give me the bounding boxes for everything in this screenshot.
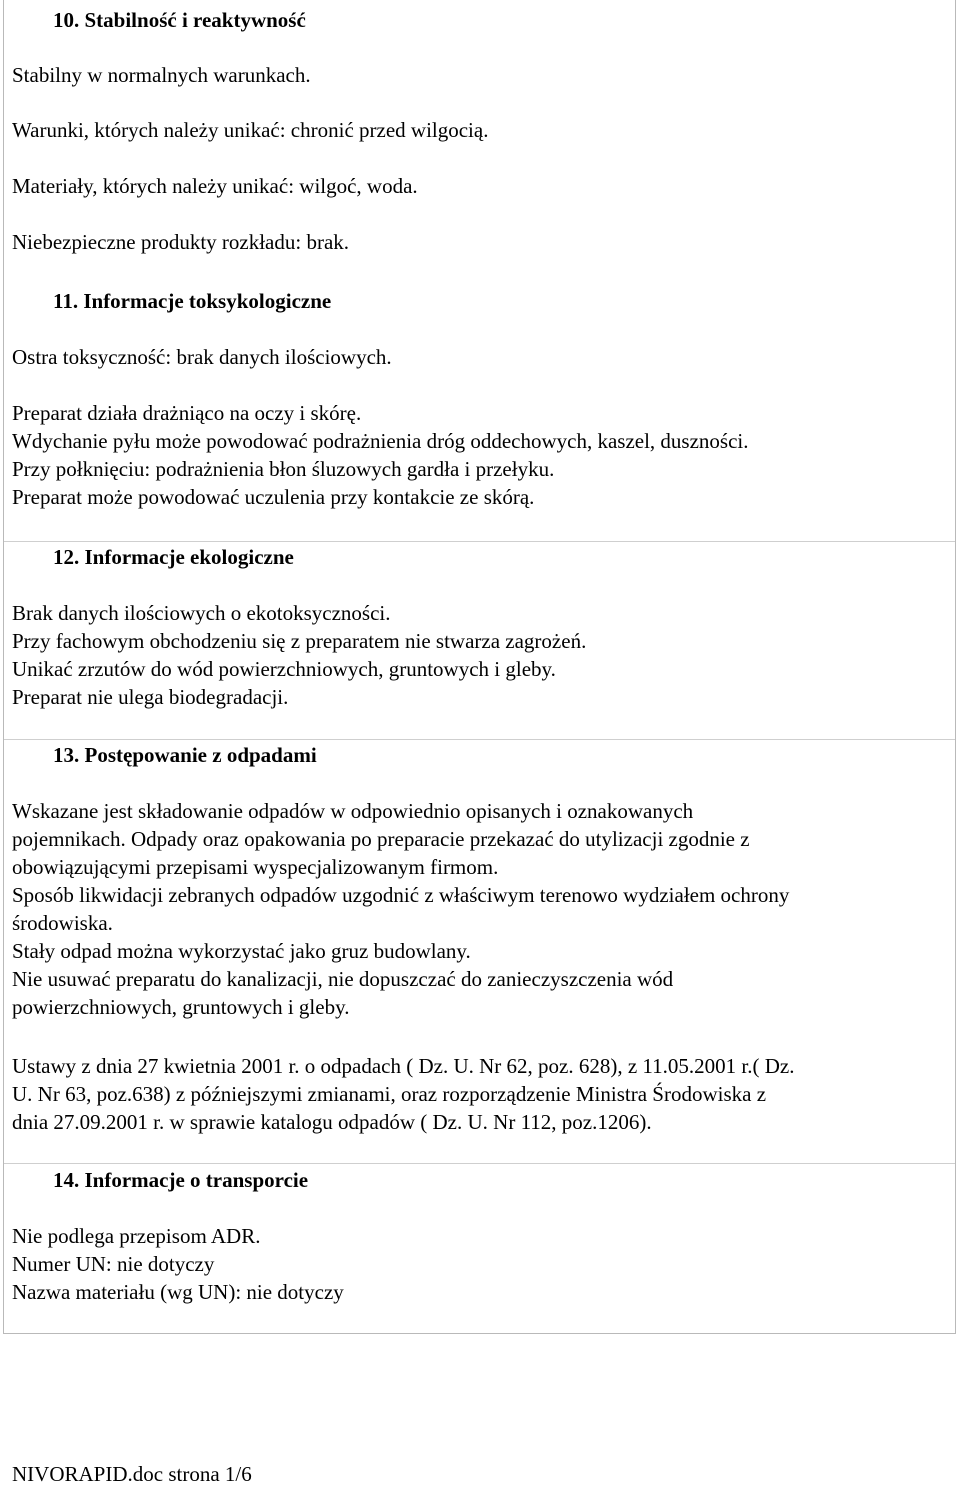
section-13-heading: 13. Postępowanie z odpadami <box>53 743 317 767</box>
section-13-line: obowiązującymi przepisami wyspecjalizowanym firmom. <box>12 855 499 879</box>
section-divider <box>4 541 955 542</box>
document-frame <box>3 0 956 1334</box>
section-14-body <box>12 1222 941 1306</box>
section-12-line: Unikać zrzutów do wód powierzchniowych, gruntowych i gleby. <box>12 657 556 681</box>
section-13-line: Stały odpad można wykorzystać jako gruz budowlany. <box>12 939 471 963</box>
section-14-heading: 14. Informacje o transporcie <box>53 1168 309 1192</box>
section-11-heading: 11. Informacje toksykologiczne <box>53 289 332 313</box>
section-12-line: Przy fachowym obchodzeniu się z preparatem nie stwarza zagrożeń. <box>12 629 587 653</box>
section-10-heading: 10. Stabilność i reaktywność <box>53 8 306 32</box>
section-12-line: Brak danych ilościowych o ekotoksyczności. <box>12 601 391 625</box>
section-11-line: Przy połknięciu: podrażnienia błon śluzowych gardła i przełyku. <box>12 457 555 481</box>
section-13-line: Sposób likwidacji zebranych odpadów uzgodnić z właściwym terenowo wydziałem ochrony <box>12 883 790 907</box>
law-line: Ustawy z dnia 27 kwietnia 2001 r. o odpadach ( Dz. U. Nr 62, poz. 628), z 11.05.2001 r.( Dz. <box>12 1054 795 1078</box>
section-12-body <box>12 599 941 711</box>
section-14-line: Nazwa materiału (wg UN): nie dotyczy <box>12 1280 344 1304</box>
section-11-body <box>12 399 941 511</box>
section-11-line: Wdychanie pyłu może powodować podrażnienia dróg oddechowych, kaszel, duszności. <box>12 429 749 453</box>
page-footer: NIVORAPID.doc strona 1/6 <box>12 1462 252 1486</box>
section-divider <box>4 739 955 740</box>
section-13-law-reference <box>12 1052 941 1136</box>
section-12-line: Preparat nie ulega biodegradacji. <box>12 685 289 709</box>
section-11-line: Ostra toksyczność: brak danych ilościowych. <box>12 345 392 369</box>
law-line: U. Nr 63, poz.638) z późniejszymi zmianami, oraz rozporządzenie Ministra Środowiska z <box>12 1082 767 1106</box>
section-10-line: Niebezpieczne produkty rozkładu: brak. <box>12 230 350 254</box>
section-13-body <box>12 797 941 1021</box>
law-line: dnia 27.09.2001 r. w sprawie katalogu odpadów ( Dz. U. Nr 112, poz.1206). <box>12 1110 652 1134</box>
section-13-line: Wskazane jest składowanie odpadów w odpowiednio opisanych i oznakowanych <box>12 799 694 823</box>
section-14-line: Nie podlega przepisom ADR. <box>12 1224 261 1248</box>
section-11-line: Preparat działa drażniąco na oczy i skórę. <box>12 401 362 425</box>
section-10-line: Warunki, których należy unikać: chronić przed wilgocią. <box>12 118 489 142</box>
section-12-heading: 12. Informacje ekologiczne <box>53 545 294 569</box>
section-13-line: pojemnikach. Odpady oraz opakowania po preparacie przekazać do utylizacji zgodnie z <box>12 827 750 851</box>
section-13-line: środowiska. <box>12 911 113 935</box>
section-13-line: Nie usuwać preparatu do kanalizacji, nie dopuszczać do zanieczyszczenia wód <box>12 967 674 991</box>
section-10-line: Materiały, których należy unikać: wilgoć, woda. <box>12 174 418 198</box>
section-14-line: Numer UN: nie dotyczy <box>12 1252 215 1276</box>
section-10-line: Stabilny w normalnych warunkach. <box>12 63 311 87</box>
section-divider <box>4 1163 955 1164</box>
section-11-line: Preparat może powodować uczulenia przy kontakcie ze skórą. <box>12 485 535 509</box>
section-13-line: powierzchniowych, gruntowych i gleby. <box>12 995 350 1019</box>
